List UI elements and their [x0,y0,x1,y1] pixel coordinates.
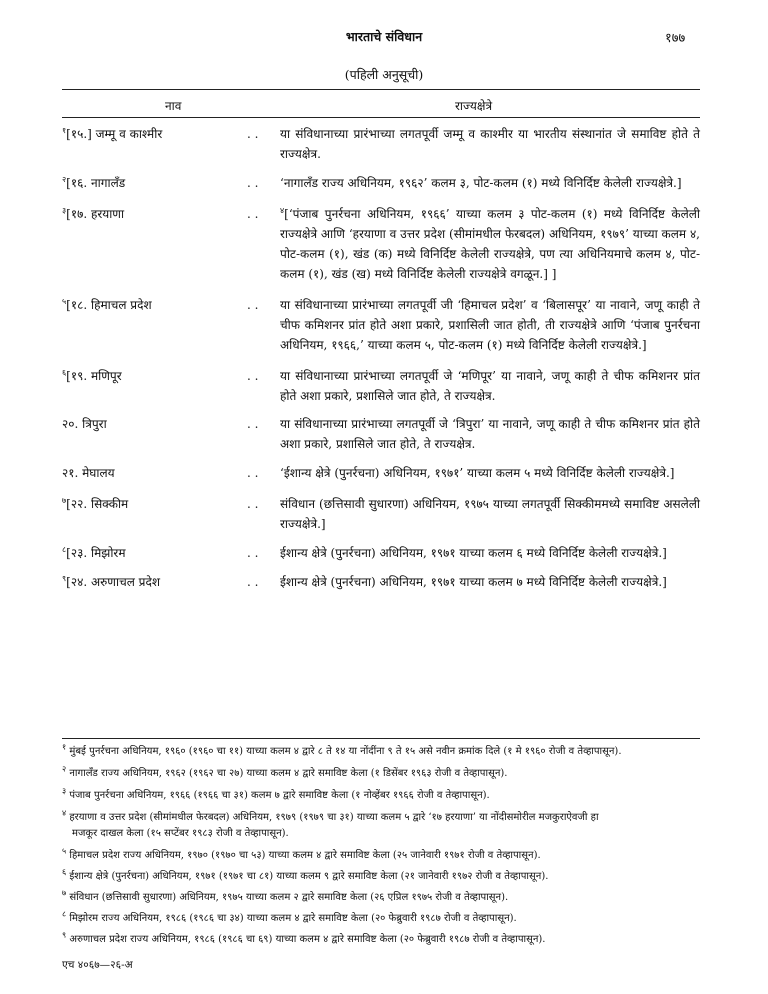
footnote-number: ६ [62,867,67,877]
row-territory: या संविधानाच्या प्रारंभाच्या लगतपूर्वी जे ‘मणिपूर’ या नावाने, जणू काही ते चीफ कमिशनर प्रांत होते अशा प्रकारे, प्रशासिले जात होते, ते राज्यक्षेत्र. [280,369,700,403]
table-top-rule [62,89,700,90]
footnote-number: ५ [62,846,67,856]
row-name: $^८$[२३. मिझोरम [62,545,126,560]
footnote-number: ९ [62,930,67,940]
footnote-separator [62,738,700,739]
page-title: भारताचे संविधान [345,29,423,44]
row-name: $^२$[१६. नागालँड [62,175,126,190]
row-name: $^३$[१७. हरयाणा [62,206,125,221]
footnote-number: १ [62,742,67,752]
row-leader-dots: . . [247,575,259,589]
row-name: $^९$[२४. अरुणाचल प्रदेश [62,574,161,589]
row-footnote-ref: ६ [62,368,67,377]
row-leader-dots: . . [247,497,259,511]
footnote: $^१$ मुंबई पुनर्रचना अधिनियम, १९६० (१९६० चा ११) याच्या कलम ४ द्वारे ८ ते १४ या नोंदींना ९ ते १५ असे नवीन क्रमांक दिले (१ मे १९६० रोजी व तेव्हापासून). [62,742,622,757]
row-name: $^६$[१९. मणिपूर [62,368,122,383]
footnote-continuation: मजकूर दाखल केला (१५ सप्टेंबर १९८३ रोजी व तेव्हापासून). [72,828,289,839]
footnote: $^२$ नागालँड राज्य अधिनियम, १९६२ (१९६२ चा २७) याच्या कलम ४ द्वारे समाविष्ट केला (१ डिसेंबर १९६३ रोजी व तेव्हापासून). [62,764,508,779]
row-territory: ईशान्य क्षेत्रे (पुनर्रचना) अधिनियम, १९७१ याच्या कलम ७ मध्ये विनिर्दिष्ट केलेली राज्यक्षेत्रे.] [280,575,667,589]
footnote-number: ८ [62,909,67,919]
page-footer-code: एच ४०६७—२६-अ [62,959,133,971]
footnote: $^४$ हरयाणा व उत्तर प्रदेश (सीमांमधील फेरबदल) अधिनियम, १९७९ (१९७९ चा ३१) याच्या कलम ५ द्वारे ‘१७ हरयाणा’ या नोंदीसमोरील मजकुराऐवजी हा [62,808,599,823]
row-name: $^५$[१८. हिमाचल प्रदेश [62,297,152,312]
row-footnote-ref: ८ [62,545,67,554]
footnote-number: ३ [62,786,67,796]
row-leader-dots: . . [247,298,259,312]
row-footnote-ref: ७ [62,496,67,505]
row-footnote-ref: १ [62,126,67,135]
footnote: $^७$ संविधान (छत्तिसावी सुधारणा) अधिनियम, १९७५ याच्या कलम २ द्वारे समाविष्ट केला (२६ एप्रिल १९७५ रोजी व तेव्हापासून). [62,888,509,903]
footnote-number: ७ [62,888,67,898]
row-name: $^१$[१५.] जम्मू व काश्मीर [62,126,163,141]
footnote: $^६$ ईशान्य क्षेत्रे (पुनर्रचना) अधिनियम, १९७१ (१९७१ चा ८१) याच्या कलम ९ द्वारे समाविष्ट केला (२१ जानेवारी १९७२ रोजी व तेव्हापासून). [62,867,549,882]
row-leader-dots: . . [247,207,259,221]
footnote: $^८$ मिझोरम राज्य अधिनियम, १९८६ (१९८६ चा ३४) याच्या कलम ४ द्वारे समाविष्ट केला (२० फेब्रुवारी १९८७ रोजी व तेव्हापासून). [62,909,517,924]
row-leader-dots: . . [247,176,259,190]
row-leader-dots: . . [247,546,259,560]
schedule-subtitle: (पहिली अनुसूची) [344,67,424,82]
column-header-name: नाव [165,99,182,113]
row-territory: या संविधानाच्या प्रारंभाच्या लगतपूर्वी जी ‘हिमाचल प्रदेश’ व ‘बिलासपूर’ या नावाने, जणू काही ते चीफ कमिशनर प्रांत होते अशा प्रकारे, प्रशासिली जात होती, ती राज्यक्षेत्रे आणि ‘पंजाब पुनर्रचना अधिनियम, १९६६,’ याच्या कलम ५, पोट-कलम (१) मध्ये विनिर्दिष्ट केलेली राज्यक्षेत्रे.] [280,298,700,352]
table-header-rule [62,117,700,118]
row-footnote-ref: ९ [62,574,67,583]
row-name: $^७$[२२. सिक्कीम [62,496,129,511]
row-territory: संविधान (छत्तिसावी सुधारणा) अधिनियम, १९७५ याच्या लगतपूर्वी सिक्कीममध्ये समाविष्ट असलेली राज्यक्षेत्रे.] [280,497,700,531]
row-territory: $^४$[‘पंजाब पुनर्रचना अधिनियम, १९६६’ याच्या कलम ३ पोट-कलम (१) मध्ये विनिर्दिष्ट केलेली राज्यक्षेत्रे आणि ‘हरयाणा व उत्तर प्रदेश (सीमांमधील फेरबदल) अधिनियम, १९७९’ याच्या कलम ४, पोट-कलम (१), खंड (क) मध्ये विनिर्दिष्ट केलेली राज्यक्षेत्रे, पण त्या अधिनियमाचे कलम ४, पोट-कलम (१), खंड (ख) मध्ये विनिर्दिष्ट केलेली राज्यक्षेत्रे वगळून.] ] [280,206,700,281]
row-name: २०. त्रिपुरा [62,417,107,431]
footnote: $^५$ हिमाचल प्रदेश राज्य अधिनियम, १९७० (१९७० चा ५३) याच्या कलम ४ द्वारे समाविष्ट केला (२५ जानेवारी १९७१ रोजी व तेव्हापासून). [62,846,541,861]
footnote: $^९$ अरुणाचल प्रदेश राज्य अधिनियम, १९८६ (१९८६ चा ६९) याच्या कलम ४ द्वारे समाविष्ट केला (२० फेब्रुवारी १९८७ रोजी व तेव्हापासून). [62,930,546,945]
row-territory: या संविधानाच्या प्रारंभाच्या लगतपूर्वी जम्मू व काश्मीर या भारतीय संस्थानांत जे समाविष्ट होते ते राज्यक्षेत्र. [280,127,700,161]
row-leader-dots: . . [247,466,259,480]
row-territory: या संविधानाच्या प्रारंभाच्या लगतपूर्वी जे ‘त्रिपुरा’ या नावाने, जणू काही ते चीफ कमिशनर प्रांत होते अशा प्रकारे, प्रशासिले जात होते, ते राज्यक्षेत्र. [280,417,700,451]
row-leader-dots: . . [247,369,259,383]
column-header-territory: राज्यक्षेत्रे [455,99,493,113]
row-name: २१. मेघालय [62,466,115,480]
row-footnote-ref: ५ [62,297,67,306]
row-footnote-ref: ४ [280,206,285,215]
row-footnote-ref: ३ [62,206,67,215]
row-footnote-ref: २ [62,175,67,184]
row-leader-dots: . . [247,127,259,141]
row-territory: ‘ईशान्य क्षेत्रे (पुनर्रचना) अधिनियम, १९७१’ याच्या कलम ५ मध्ये विनिर्दिष्ट केलेली राज्यक्षेत्रे.] [280,466,675,480]
page-number: १७७ [665,31,686,46]
row-leader-dots: . . [247,417,259,431]
row-territory: ईशान्य क्षेत्रे (पुनर्रचना) अधिनियम, १९७१ याच्या कलम ६ मध्ये विनिर्दिष्ट केलेली राज्यक्षेत्रे.] [280,546,667,560]
footnote: $^३$ पंजाब पुनर्रचना अधिनियम, १९६६ (१९६६ चा ३१) कलम ७ द्वारे समाविष्ट केला (१ नोव्हेंबर १९६६ रोजी व तेव्हापासून). [62,786,490,801]
footnote-number: २ [62,764,67,774]
row-territory: ‘नागालँड राज्य अधिनियम, १९६२’ कलम ३, पोट-कलम (१) मध्ये विनिर्दिष्ट केलेली राज्यक्षेत्रे.] [280,176,682,190]
footnote-number: ४ [62,808,67,818]
